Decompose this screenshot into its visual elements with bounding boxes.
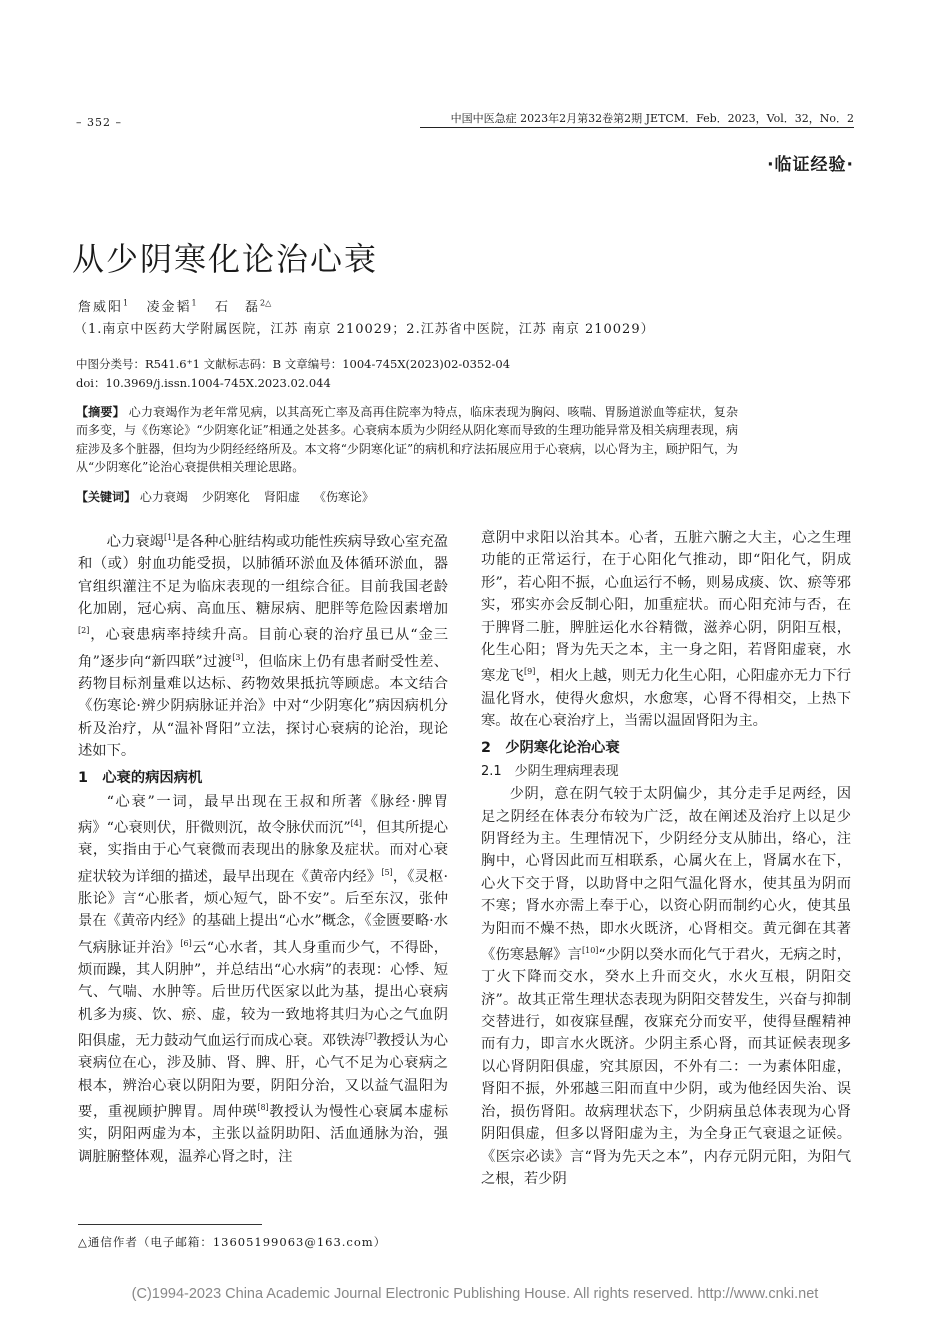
doi-line: doi：10.3969/j.issn.1004-745X.2023.02.044 bbox=[76, 376, 331, 390]
section2-paragraph: 少阴，意在阴气较于太阴偏少，其分走手足两经，因足之阴经在体表分布较为广泛，故在阐述及治疗上以足少阴肾经为主。生理情况下，少阴经分支从肺出，络心，注胸中，心肾因此而互相联系，心属火在上，肾属水在下，心火下交于肾，以助肾中之阳气温化肾水，使其虽为阴而不寒；肾水亦需上奉于心，以资心阴而制约心火，使其虽为阳而不燥不热，即水火既济，心肾相交。黄元御在其著《伤寒悬解》言[10]“少阴以癸水而化气于君火，无病之时，丁火下降而交水，癸水上升而交火，水火互根，阴阳交济”。故其正常生理状态表现为阴阳交替发生，兴奋与抑制交替进行，如夜寐昼醒，夜寐充分而安平，使得昼醒精神而有力，即言水火既济。少阴主系心肾，而其证候表现多以心肾阴阳俱虚，究其原因，不外有二：一为素体阳虚，肾阳不振，外邪越三阳而直中少阴，或为他经因失治、误治，损伤肾阳。故病理状态下，少阴病虽总体表现为心肾阴阳俱虚，但多以肾阳虚为主，为全身正气衰退之证候。《医宗必读》言“肾为先天之本”，内存元阴元阳，为阳气之根，若少阴 bbox=[481, 786, 852, 1187]
header-divider bbox=[420, 127, 854, 128]
section1-paragraph: “心衰”一词，最早出现在王叔和所著《脉经·脾胃病》“心衰则伏，肝微则沉，故令脉伏而沉”[4]，但其所提心衰，实指由于心气衰微而表现出的脉象及症状。而对心衰症状较为详细的描述，最早出现在《黄帝内经》[5]，《灵枢·胀论》言“心胀者，烦心短气，卧不安”。后至东汉，张仲景在《黄帝内经》的基础上提出“心水”概念，《金匮要略·水气病脉证并治》[6]云“心水者，其人身重而少气，不得卧，烦而躁，其人阴肿”，并总结出“心水病”的表现：心悸、短气、气喘、水肿等。后世历代医家以此为基，提出心衰病机多为痰、饮、瘀、虚，较为一致地将其归为心之气血阴阳俱虚，无力鼓动气血运行而成心衰。邓铁涛[7]教授认为心衰病位在心，涉及肺、肾、脾、肝，心气不足为心衰病之根本，辨治心衰以阴阳为要，阴阳分治，又以益气温阳为要，重视顾护脾胃。周仲瑛[8]教授认为慢性心衰属本虚标实，阴阳两虚为本，主张以益阴助阳、活血通脉为治，强调脏腑整体观，温养心肾之时，注 bbox=[78, 793, 449, 1165]
author-affil-mark: 2△ bbox=[260, 298, 272, 308]
column-tag: ·临证经验· bbox=[767, 155, 854, 175]
intro-paragraph: 心力衰竭[1]是各种心脏结构或功能性疾病导致心室充盈和（或）射血功能受损，以肺循环淤血及体循环淤血，器官组织灌注不足为临床表现的一组综合征。目前我国老龄化加剧，冠心病、高血压、糖尿病、肥胖等危险因素增加[2]，心衰患病率持续升高。目前心衰的治疗虽已从“金三角”逐步向“新四联”过渡[3]，但临床上仍有患者耐受性差、药物目标剂量难以达标、药物效果抵抗等顾虑。本文结合《伤寒论·辨少阴病脉证并治》中对“少阴寒化”病因病机分析及治疗，从“温补肾阳”立法，探讨心衰病的论治，现论述如下。 bbox=[78, 533, 449, 759]
journal-header: 中国中医急症 2023年2月第32卷第2期 JETCM．Feb．2023，Vol．32，No．2 bbox=[450, 112, 854, 125]
right-column bbox=[481, 527, 851, 1190]
abstract-text: 心力衰竭作为老年常见病，以其高死亡率及高再住院率为特点，临床表现为胸闷、咳喘、胃肠道淤血等症状，复杂而多变，与《伤寒论》“少阴寒化证”相通之处甚多。心衰病本质为少阴经从阴化寒而导致的生理功能异常及相关病理表现，病症涉及多个脏器，但均为少阴经经络所及。本文将“少阴寒化证”的病机和疗法拓展应用于心衰病，以心肾为主，顾护阳气，为从“少阴寒化”论治心衰提供相关理论思路。 bbox=[76, 405, 738, 474]
keyword: 心力衰竭 bbox=[139, 490, 188, 504]
author-name: 凌金韬 bbox=[146, 300, 192, 315]
author-list bbox=[78, 296, 271, 315]
author-affil-mark: 1 bbox=[123, 298, 129, 308]
citation: [7] bbox=[364, 1032, 377, 1042]
author-name: 詹威阳 bbox=[78, 300, 124, 315]
citation: [1] bbox=[164, 533, 176, 542]
citation: [8] bbox=[257, 1103, 269, 1113]
footnote-divider bbox=[78, 1224, 262, 1225]
keyword: 《伤寒论》 bbox=[313, 490, 374, 504]
keyword: 少阴寒化 bbox=[201, 490, 250, 504]
affiliation: （1.南京中医药大学附属医院，江苏 南京 210029；2.江苏省中医院，江苏 南京 210029） bbox=[74, 322, 655, 337]
left-column bbox=[78, 527, 448, 1168]
keyword: 肾阳虚 bbox=[263, 490, 300, 504]
author-affil-mark: 1 bbox=[191, 298, 197, 308]
copyright-watermark: (C)1994-2023 China Academic Journal Electronic Publishing House. All rights reserved. http://www.cnki.net bbox=[131, 1286, 819, 1302]
keywords bbox=[76, 488, 388, 505]
citation: [9] bbox=[524, 667, 536, 677]
section-heading: 2 少阴寒化论治心衰 bbox=[481, 740, 620, 757]
subsection-heading: 2.1 少阴生理病理表现 bbox=[481, 763, 619, 779]
abstract-label: 【摘要】 bbox=[76, 405, 125, 419]
keywords-label: 【关键词】 bbox=[76, 490, 137, 504]
citation: [10] bbox=[582, 946, 599, 956]
author-name: 石 磊 bbox=[215, 300, 261, 315]
page-number: – 352 – bbox=[76, 116, 122, 129]
citation: [4] bbox=[350, 819, 362, 829]
article-title: 从少阴寒化论治心衰 bbox=[72, 240, 379, 278]
classification-line: 中图分类号：R541.6⁺1 文献标志码：B 文章编号：1004-745X(2023)02-0352-04 bbox=[76, 357, 511, 371]
citation: [5] bbox=[381, 867, 393, 877]
continued-paragraph: 意阴中求阳以治其本。心者，五脏六腑之大主，心之生理功能的正常运行，在于心阳化气推动，即“阳化气，阴成形”，若心阳不振，心血运行不畅，则易成痰、饮、瘀等邪实，邪实亦会反制心阳，加重症状。而心阳充沛与否，在于脾肾二脏，脾脏运化水谷精微，滋养心阴，阴阳互根，化生心阳；肾为先天之本，主一身之阳，若肾阳虚衰，水寒龙飞[9]，相火上越，则无力化生心阳，心阳虚亦无力下行温化肾水，使得火愈炽，水愈寒，心肾不得相交，上热下寒。故在心衰治疗上，当需以温固肾阳为主。 bbox=[481, 530, 852, 730]
citation: [6] bbox=[180, 938, 192, 948]
abstract bbox=[76, 403, 738, 476]
citation: [3] bbox=[232, 652, 244, 662]
corresponding-author-note: △通信作者（电子邮箱：13605199063@163.com） bbox=[78, 1235, 387, 1249]
citation: [2] bbox=[78, 626, 90, 636]
section-heading: 1 心衰的病因病机 bbox=[78, 770, 203, 787]
